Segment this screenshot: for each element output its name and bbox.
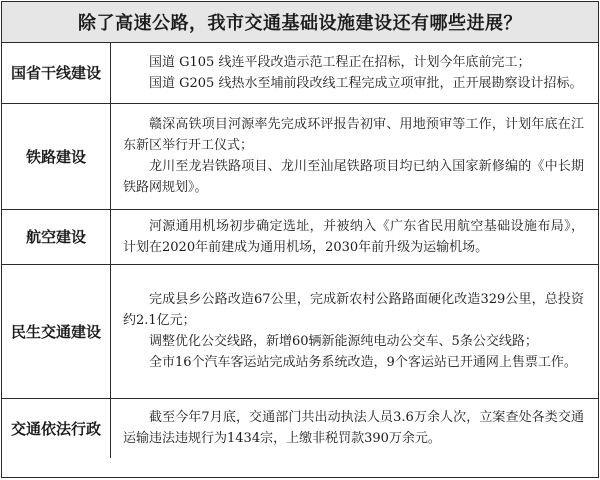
content-cell bbox=[111, 209, 599, 264]
content-cell bbox=[111, 264, 599, 398]
content-paragraph: 龙川至龙岩铁路项目、龙川至汕尾铁路项目均已纳入国家新修编的《中长期铁路网规划》。 bbox=[123, 159, 584, 195]
content-paragraph: 全市16个汽车客运站完成站务系统改造，9个客运站已开通网上售票工作。 bbox=[149, 355, 577, 370]
category-label: 交通依法行政 bbox=[2, 398, 111, 458]
table-row bbox=[2, 43, 598, 103]
content-paragraph: 国道 G105 线连平段改造示范工程正在招标，计划今年底前完工； bbox=[149, 54, 531, 70]
content-paragraph: 赣深高铁项目河源率先完成环评报告初审、用地预审等工作，计划年底在江东新区举行开工仪式； bbox=[123, 117, 584, 153]
table-row bbox=[2, 209, 598, 264]
content-cell bbox=[111, 398, 599, 458]
category-label: 国省干线建设 bbox=[2, 43, 111, 103]
category-label: 民生交通建设 bbox=[2, 264, 111, 398]
content-paragraph: 调整优化公交线路，新增60辆新能源纯电动公交车、5条公交线路； bbox=[149, 334, 538, 349]
content-paragraph: 国道 G205 线热水至埔前段改线工程完成立项审批，正开展勘察设计招标。 bbox=[149, 75, 583, 91]
infobox-title: 除了高速公路，我市交通基础设施建设还有哪些进展？ bbox=[2, 2, 598, 43]
content-cell bbox=[111, 43, 599, 103]
progress-table bbox=[2, 43, 598, 458]
table-row bbox=[2, 103, 598, 209]
content-paragraph: 河源通用机场初步确定选址，并被纳入《广东省民用航空基础设施布局》，计划在2020年前建成为通用机场，2030年前升级为运输机场。 bbox=[123, 218, 584, 255]
table-row bbox=[2, 398, 598, 458]
category-label: 航空建设 bbox=[2, 209, 111, 264]
infobox bbox=[1, 1, 599, 478]
content-paragraph: 截至今年7月底，交通部门共出动执法人员3.6万余人次，立案查处各类交通运输违法违规行为1434宗，上缴非税罚款390万余元。 bbox=[123, 410, 584, 447]
content-paragraph: 完成县乡公路改造67公里，完成新农村公路路面硬化改造329公里，总投资约2.1亿元； bbox=[123, 292, 584, 328]
category-label: 铁路建设 bbox=[2, 103, 111, 209]
content-cell bbox=[111, 103, 599, 209]
table-row bbox=[2, 264, 598, 398]
